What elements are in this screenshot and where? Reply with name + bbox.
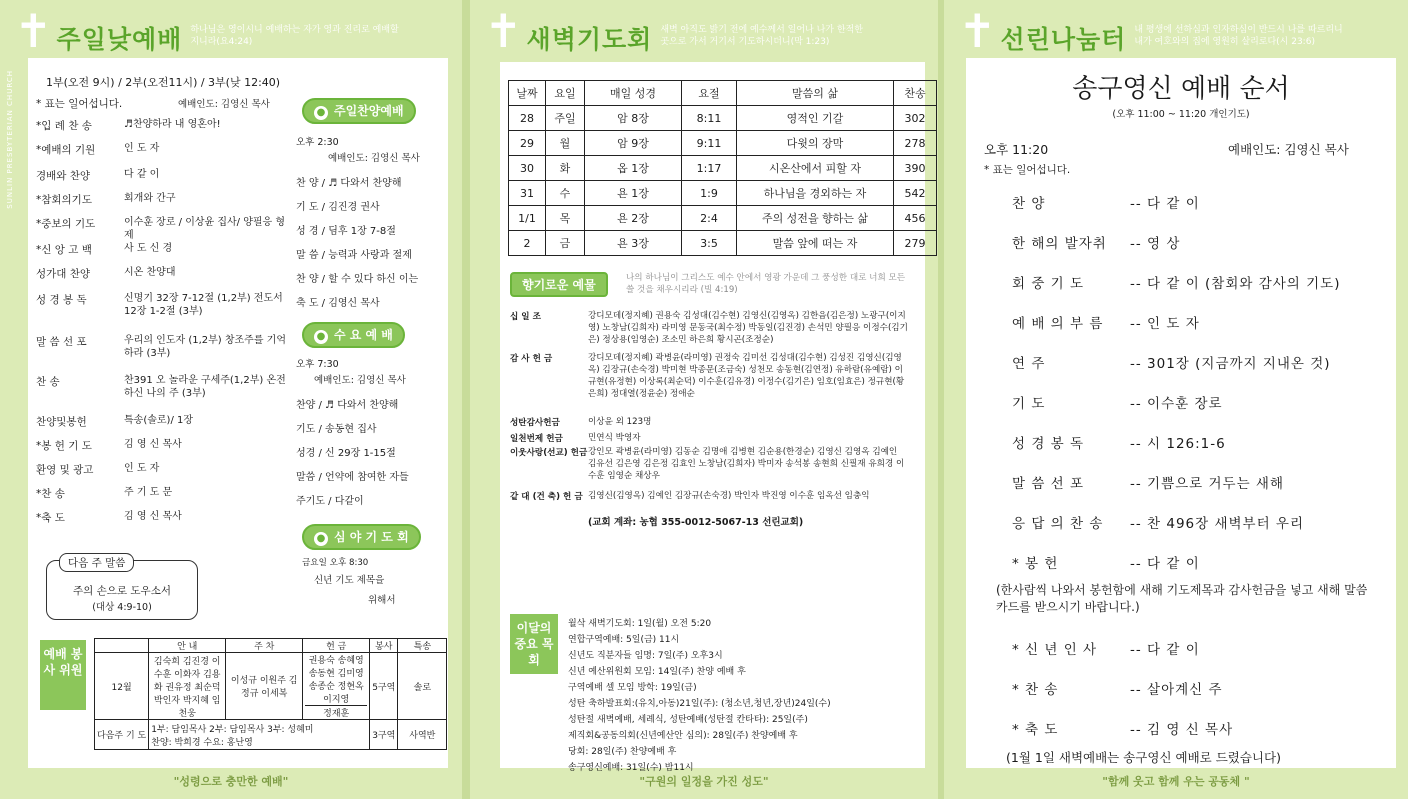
cross-icon: ✝ bbox=[484, 4, 523, 58]
table-cell: 영적인 기갈 bbox=[737, 106, 894, 131]
table-cell: 1:9 bbox=[682, 181, 737, 206]
wed-title bbox=[302, 322, 405, 348]
table-cell: 옵 1장 bbox=[585, 156, 682, 181]
th: 헌 금 bbox=[303, 639, 370, 653]
table-header-row bbox=[509, 81, 937, 106]
order-value: -- 기쁨으로 거두는 새해 bbox=[1130, 476, 1284, 492]
wed-line: 기도 / 송동현 집사 bbox=[296, 424, 377, 435]
cell bbox=[149, 720, 370, 750]
header-verse: 하나님은 영이시니 예배하는 자가 영과 진리로 예배할지니라(요4:24) bbox=[190, 25, 399, 47]
table-row bbox=[509, 231, 937, 256]
order-key: 한 해의 발자취 bbox=[1012, 236, 1107, 252]
order-key: 찬 양 bbox=[1012, 196, 1046, 212]
order-key: *예배의 기원 bbox=[36, 144, 96, 156]
order-value: 다 같 이 bbox=[124, 169, 160, 180]
order-key: *찬 송 bbox=[36, 488, 65, 500]
table-cell: 주의 성전을 향하는 삶 bbox=[737, 206, 894, 231]
praise-line: 기 도 / 김진경 권사 bbox=[296, 202, 380, 213]
order-value: -- 301장 (지금까지 지내온 것) bbox=[1130, 356, 1331, 372]
table-cell: 1/1 bbox=[509, 206, 546, 231]
order-value: 회개와 간구 bbox=[124, 193, 176, 204]
next-week-title: 주의 손으로 도우소서 bbox=[73, 585, 171, 597]
offering-names: 강디모데(정지혜) 곽병윤(라미영) 권정숙 김미선 김성대(김수현) 김성진 김영신(김영옥) 김장규(손숙경) 박미현 박종문(조금숙) 성천모 송동현(김연정) 유하람(유예람) 이규현(유정현) 이상록(최순덕) 이수훈(김유경) 이정수(김기은) 임호(임효은) 정규현(황은희) 정대열(정윤순) 정애순 bbox=[588, 353, 905, 399]
table-cell: 31 bbox=[509, 181, 546, 206]
night-title-text: 심 야 기 도 회 bbox=[334, 530, 409, 544]
night-time: 금요일 오후 8:30 bbox=[302, 558, 369, 568]
order-row bbox=[1012, 638, 1200, 658]
cell-text: 정재훈 bbox=[305, 705, 367, 719]
order-value: -- 다 같 이 (참회와 감사의 기도) bbox=[1130, 276, 1341, 292]
table-cell: 456 bbox=[894, 206, 937, 231]
th-empty bbox=[95, 639, 149, 653]
offering-type: 감 사 헌 금 bbox=[510, 354, 553, 364]
leader: 예배인도: 김영신 목사 bbox=[1228, 142, 1349, 157]
order-key: 말 씀 선 포 bbox=[36, 336, 87, 348]
order-value: 우리의 인도자 (1,2부) 창조주를 기억하라 (3부) bbox=[124, 335, 287, 359]
cell: 5구역 bbox=[370, 653, 398, 720]
next-week-box bbox=[46, 557, 198, 620]
offering-names: 강디모데(정지혜) 권용숙 김성대(김수현) 김영신(김영옥) 김한음(김은정) 노광구(이지영) 노창남(김희자) 라미영 문동국(최수정) 박동일(김진경) 손석민 양필응 이정수(김기은) 정상용(임영순) 조소민 하은희 황시곤(조정순) bbox=[588, 311, 908, 345]
service-table bbox=[94, 638, 447, 750]
cross-icon: ✝ bbox=[958, 4, 997, 58]
table-cell: 하나님을 경외하는 자 bbox=[737, 181, 894, 206]
account: (교회 계좌: 농협 355-0012-5067-13 선린교회) bbox=[588, 517, 804, 528]
panel-header bbox=[14, 4, 400, 58]
table-cell: 542 bbox=[894, 181, 937, 206]
bullet-icon: ● bbox=[314, 330, 328, 344]
offering-names: 김영신(김영옥) 김예인 김장규(손숙경) 박인자 박진영 이수훈 임옥선 임충익 bbox=[588, 491, 870, 501]
table-cell: 말씀 앞에 떠는 자 bbox=[737, 231, 894, 256]
order-value: 신명기 32장 7-12절 (1,2부) 전도서 12장 1-2절 (3부) bbox=[124, 293, 283, 317]
order-value: 인 도 자 bbox=[124, 143, 160, 154]
wed-title-text: 수 요 예 배 bbox=[334, 328, 393, 342]
order-value: -- 시 126:1-6 bbox=[1130, 436, 1226, 452]
praise-line: 찬 양 / 할 수 있다 하신 이는 bbox=[296, 274, 419, 285]
panel-title: 선린나눔터 bbox=[1000, 25, 1127, 54]
service-time: 오후 11:20 bbox=[984, 142, 1049, 157]
panel-header bbox=[484, 4, 870, 58]
column-header: 요절 bbox=[682, 81, 737, 106]
praise-line: 찬 양 / ♬ 다와서 찬양해 bbox=[296, 178, 402, 189]
table-cell: 월 bbox=[546, 131, 585, 156]
table-cell: 욘 3장 bbox=[585, 231, 682, 256]
order-value: 찬391 오 놀라운 구세주(1,2부) 온전하신 나의 주 (3부) bbox=[124, 375, 286, 399]
order-value: 주 기 도 문 bbox=[124, 487, 173, 498]
order-key: * 신 년 인 사 bbox=[1012, 642, 1098, 658]
table-cell: 암 9장 bbox=[585, 131, 682, 156]
wed-line: 찬양 / ♬ 다와서 찬양해 bbox=[296, 400, 399, 411]
table-cell: 목 bbox=[546, 206, 585, 231]
order-row bbox=[1012, 352, 1331, 372]
header-verse: 새벽 아직도 밝기 전에 예수께서 일어나 나가 한적한 곳으로 가서 거기서 기도하시더니(막 1:23) bbox=[660, 25, 863, 47]
table-cell: 29 bbox=[509, 131, 546, 156]
order-key: 응 답 의 찬 송 bbox=[1012, 516, 1104, 532]
table-cell: 시온산에서 피할 자 bbox=[737, 156, 894, 181]
order-key: *입 례 찬 송 bbox=[36, 120, 92, 132]
panel-title: 주일낮예배 bbox=[56, 25, 183, 54]
table-cell: 암 8장 bbox=[585, 106, 682, 131]
table-cell: 1:17 bbox=[682, 156, 737, 181]
order-key: 성 경 봉 독 bbox=[1012, 436, 1085, 452]
cell: 다음주 기 도 bbox=[95, 720, 149, 750]
bullet-icon: ● bbox=[314, 106, 328, 120]
order-value: 사 도 신 경 bbox=[124, 243, 173, 254]
praise-line: 말 씀 / 능력과 사랑과 절제 bbox=[296, 250, 412, 261]
table-cell: 주일 bbox=[546, 106, 585, 131]
footer: "함께 웃고 함께 우는 공동체 " bbox=[1102, 775, 1250, 788]
offering-type: 성탄감사헌금 bbox=[510, 418, 560, 428]
bullet-icon: ● bbox=[314, 532, 328, 546]
order-key: *신 앙 고 백 bbox=[36, 244, 92, 256]
order-key: 예 배 의 부 름 bbox=[1012, 316, 1104, 332]
offering-type: 이웃사랑(선교) 헌금 bbox=[510, 448, 588, 458]
order-key: 성가대 찬양 bbox=[36, 268, 91, 280]
column-header: 날짜 bbox=[509, 81, 546, 106]
cell: 12월 bbox=[95, 653, 149, 720]
stand-note: * 표는 일어섭니다. bbox=[36, 98, 123, 110]
order-value: -- 이수훈 장로 bbox=[1130, 396, 1223, 412]
header-verse: 내 평생에 선하심과 인자하심이 반드시 나를 따르리니 내가 여호와의 집에 영원히 살리로다(시 23:6) bbox=[1134, 25, 1343, 47]
order-key: * 찬 송 bbox=[1012, 682, 1059, 698]
table-cell: 수 bbox=[546, 181, 585, 206]
dawn-prayer-panel bbox=[470, 0, 938, 799]
table-cell: 욘 1장 bbox=[585, 181, 682, 206]
column-header: 말씀의 삶 bbox=[737, 81, 894, 106]
table-row bbox=[509, 181, 937, 206]
table-cell: 화 bbox=[546, 156, 585, 181]
table-cell: 2:4 bbox=[682, 206, 737, 231]
service-label: 예배 봉사 위원 bbox=[40, 640, 86, 710]
side-text: SUNLIN PRESBYTERIAN CHURCH bbox=[6, 70, 14, 209]
praise-title-text: 주일찬양예배 bbox=[334, 104, 404, 118]
order-value: 시온 찬양대 bbox=[124, 267, 176, 278]
order-row bbox=[1012, 472, 1284, 492]
leader: 예배인도: 김영신 목사 bbox=[178, 99, 270, 110]
order-value: 이수훈 장로 / 이상윤 집사/ 양필응 형제 bbox=[124, 217, 286, 241]
panel-header bbox=[958, 4, 1344, 58]
night-line-1: 신년 기도 제목을 bbox=[314, 575, 385, 586]
order-value: 김 영 신 목사 bbox=[124, 439, 182, 450]
sunday-worship-panel bbox=[0, 0, 462, 799]
sched-item: 당회: 28일(주) 찬양예배 후 bbox=[568, 747, 677, 757]
praise-line: 성 경 / 딤후 1장 7-8절 bbox=[296, 226, 396, 237]
sched-item: 신년 예산위원회 모임: 14일(주) 찬양 예배 후 bbox=[568, 667, 746, 677]
cell: 솔로 bbox=[398, 653, 447, 720]
cell: 이성규 이원주 김정규 이세복 bbox=[226, 653, 303, 720]
table-cell: 9:11 bbox=[682, 131, 737, 156]
wed-line: 주기도 / 다같이 bbox=[296, 496, 364, 507]
order-value: -- 김 영 신 목사 bbox=[1130, 722, 1234, 738]
service-sub: (오후 11:00 ~ 11:20 개인기도) bbox=[1112, 109, 1250, 120]
table-cell: 욘 2장 bbox=[585, 206, 682, 231]
order-row bbox=[1012, 678, 1223, 698]
order-value: 인 도 자 bbox=[124, 463, 160, 474]
order-value: 특송(솔로)/ 1장 bbox=[124, 415, 194, 426]
cross-icon: ✝ bbox=[14, 4, 53, 58]
cell-text: 1부: 담임목사 2부: 담임목사 3부: 성혜미 bbox=[151, 724, 314, 735]
table-cell: 다윗의 장막 bbox=[737, 131, 894, 156]
sched-label: 이달의 중요 목회 bbox=[510, 614, 558, 674]
column-header: 매일 성경 bbox=[585, 81, 682, 106]
praise-line: 축 도 / 김영신 목사 bbox=[296, 298, 380, 309]
th: 안 내 bbox=[149, 639, 226, 653]
order-value: -- 인 도 자 bbox=[1130, 316, 1200, 332]
order-row bbox=[1012, 432, 1226, 452]
table-row bbox=[509, 106, 937, 131]
wed-time: 오후 7:30 bbox=[296, 359, 339, 370]
order-key: * 축 도 bbox=[1012, 722, 1059, 738]
offering-type: 일천번제 헌금 bbox=[510, 434, 563, 444]
order-row bbox=[1012, 192, 1200, 212]
table-cell: 8:11 bbox=[682, 106, 737, 131]
table-cell: 390 bbox=[894, 156, 937, 181]
table-cell: 3:5 bbox=[682, 231, 737, 256]
table-row bbox=[509, 206, 937, 231]
table-row bbox=[509, 131, 937, 156]
table-cell: 278 bbox=[894, 131, 937, 156]
order-key: *참회의기도 bbox=[36, 194, 92, 206]
content-area bbox=[966, 58, 1396, 768]
order-key: 말 씀 선 포 bbox=[1012, 476, 1085, 492]
order-key: *봉 헌 기 도 bbox=[36, 440, 92, 452]
sched-item: 신년도 직분자들 임명: 7일(주) 오후3시 bbox=[568, 651, 723, 661]
sched-item: 구역예배 셀 모임 방학: 19일(금) bbox=[568, 683, 697, 693]
order-value: -- 다 같 이 bbox=[1130, 196, 1200, 212]
offering-verse: 나의 하나님이 그리스도 예수 안에서 영광 가운데 그 풍성한 대로 너희 모든 쓸 것을 채우시리라 (빌 4:19) bbox=[626, 273, 906, 295]
stand-note: * 표는 일어섭니다. bbox=[984, 164, 1071, 176]
next-week-ref: (대상 4:9-10) bbox=[92, 602, 152, 613]
table-cell: 28 bbox=[509, 106, 546, 131]
next-week-label: 다음 주 말씀 bbox=[59, 553, 134, 572]
order-row bbox=[1012, 392, 1223, 412]
th: 봉사 bbox=[370, 639, 398, 653]
order-key: 환영 및 광고 bbox=[36, 464, 94, 476]
footer: "성령으로 충만한 예배" bbox=[173, 775, 289, 788]
cell: 사역반 bbox=[398, 720, 447, 750]
order-value: -- 다 같 이 bbox=[1130, 556, 1200, 572]
order-key: 찬양및봉헌 bbox=[36, 416, 87, 428]
order-key: * 봉 헌 bbox=[1012, 556, 1059, 572]
order-key: 회 중 기 도 bbox=[1012, 276, 1085, 292]
order-row bbox=[1012, 232, 1180, 252]
order-key: *중보의 기도 bbox=[36, 218, 96, 230]
order-key: 경배와 찬양 bbox=[36, 170, 91, 182]
order-value: -- 영 상 bbox=[1130, 236, 1181, 252]
sched-item: 제직회&공동의회(신년예산안 심의): 28일(주) 찬양예배 후 bbox=[568, 731, 798, 741]
order-row bbox=[1012, 718, 1233, 738]
table-cell: 30 bbox=[509, 156, 546, 181]
cell: 김숙희 김진경 이수훈 이화자 김용화 권유정 최순덕 박인자 박지혜 임천웅 bbox=[149, 653, 226, 720]
service-times: 1부(오전 9시) / 2부(오전11시) / 3부(낮 12:40) bbox=[46, 76, 281, 89]
cell bbox=[303, 653, 370, 720]
closing-note: (1월 1일 새벽예배는 송구영신 예배로 드렸습니다) bbox=[1006, 750, 1281, 765]
order-key: *축 도 bbox=[36, 512, 65, 524]
sched-item: 성탄 축하발표회:(유치,아동)21일(주): (청소년,청년,장년)24일(수) bbox=[568, 699, 831, 709]
wed-line: 성경 / 신 29장 1-15절 bbox=[296, 448, 396, 459]
panel-title: 새벽기도회 bbox=[526, 25, 653, 54]
sched-item: 성탄절 새벽예배, 세례식, 성탄예배(성탄절 칸타타): 25일(주) bbox=[568, 715, 808, 725]
order-row bbox=[1012, 512, 1304, 532]
order-key: 성 경 봉 독 bbox=[36, 294, 87, 306]
order-value: -- 다 같 이 bbox=[1130, 642, 1200, 658]
wed-leader: 예배인도: 김영신 목사 bbox=[314, 375, 406, 386]
offering-type: 같 대 (건 축) 헌 금 bbox=[510, 492, 583, 502]
footer: "구원의 일정을 가진 성도" bbox=[639, 775, 769, 788]
new-year-panel bbox=[944, 0, 1408, 799]
offering-label: 향기로운 예물 bbox=[510, 272, 608, 297]
order-value: -- 살아계신 주 bbox=[1130, 682, 1223, 698]
order-row bbox=[1012, 312, 1200, 332]
offering-note: (한사람씩 나와서 봉헌함에 새해 기도제목과 감사헌금을 넣고 새해 말씀카드를 받으시기 바랍니다.) bbox=[996, 583, 1368, 614]
table-cell: 2 bbox=[509, 231, 546, 256]
sched-item: 월삭 새벽기도회: 1일(월) 오전 5:20 bbox=[568, 619, 712, 629]
order-row bbox=[1012, 272, 1340, 292]
dawn-table bbox=[508, 80, 937, 256]
order-key: 연 주 bbox=[1012, 356, 1046, 372]
service-heading: 송구영신 예배 순서 bbox=[1072, 74, 1290, 104]
order-key: 찬 송 bbox=[36, 376, 60, 388]
table-cell: 302 bbox=[894, 106, 937, 131]
order-row bbox=[1012, 552, 1200, 572]
sched-item: 연합구역예배: 5일(금) 11시 bbox=[568, 635, 680, 645]
cell-text: 찬양: 박희경 수요: 홍난영 bbox=[151, 737, 253, 748]
night-title bbox=[302, 524, 421, 550]
offering-names: 이상윤 외 123명 bbox=[588, 417, 652, 427]
praise-time: 오후 2:30 bbox=[296, 137, 339, 148]
offering-names: 민연식 박영자 bbox=[588, 433, 641, 443]
column-header: 찬송 bbox=[894, 81, 937, 106]
order-value: 김 영 신 목사 bbox=[124, 511, 182, 522]
night-line-2: 위해서 bbox=[368, 595, 396, 606]
offering-type: 십 일 조 bbox=[510, 312, 541, 322]
order-value: -- 찬 496장 새벽부터 우리 bbox=[1130, 516, 1305, 532]
order-key: 기 도 bbox=[1012, 396, 1046, 412]
wed-line: 말씀 / 언약에 참여한 자들 bbox=[296, 472, 409, 483]
offering-names: 강인모 곽병윤(라미영) 김동순 김명애 김병현 김순용(한경순) 김영신 김영옥 김예인 김유선 김은영 김은정 김효인 노창남(김희자) 박미자 송석봉 송현희 신필재 유희경 이수훈 임영순 채상우 bbox=[588, 447, 905, 481]
table-cell: 279 bbox=[894, 231, 937, 256]
column-header: 요일 bbox=[546, 81, 585, 106]
order-value: ♬찬양하라 내 영혼아! bbox=[124, 119, 221, 130]
table-cell: 금 bbox=[546, 231, 585, 256]
th: 특송 bbox=[398, 639, 447, 653]
table-row bbox=[509, 156, 937, 181]
cell: 3구역 bbox=[370, 720, 398, 750]
praise-title bbox=[302, 98, 416, 124]
praise-leader: 예배인도: 김영신 목사 bbox=[328, 153, 420, 164]
th: 주 차 bbox=[226, 639, 303, 653]
sched-item: 송구영신예배: 31일(수) 밤11시 bbox=[568, 763, 694, 773]
cell-text: 권용숙 송혜영 송동현 김미영 송종순 정현옥 이지영 bbox=[308, 656, 364, 705]
